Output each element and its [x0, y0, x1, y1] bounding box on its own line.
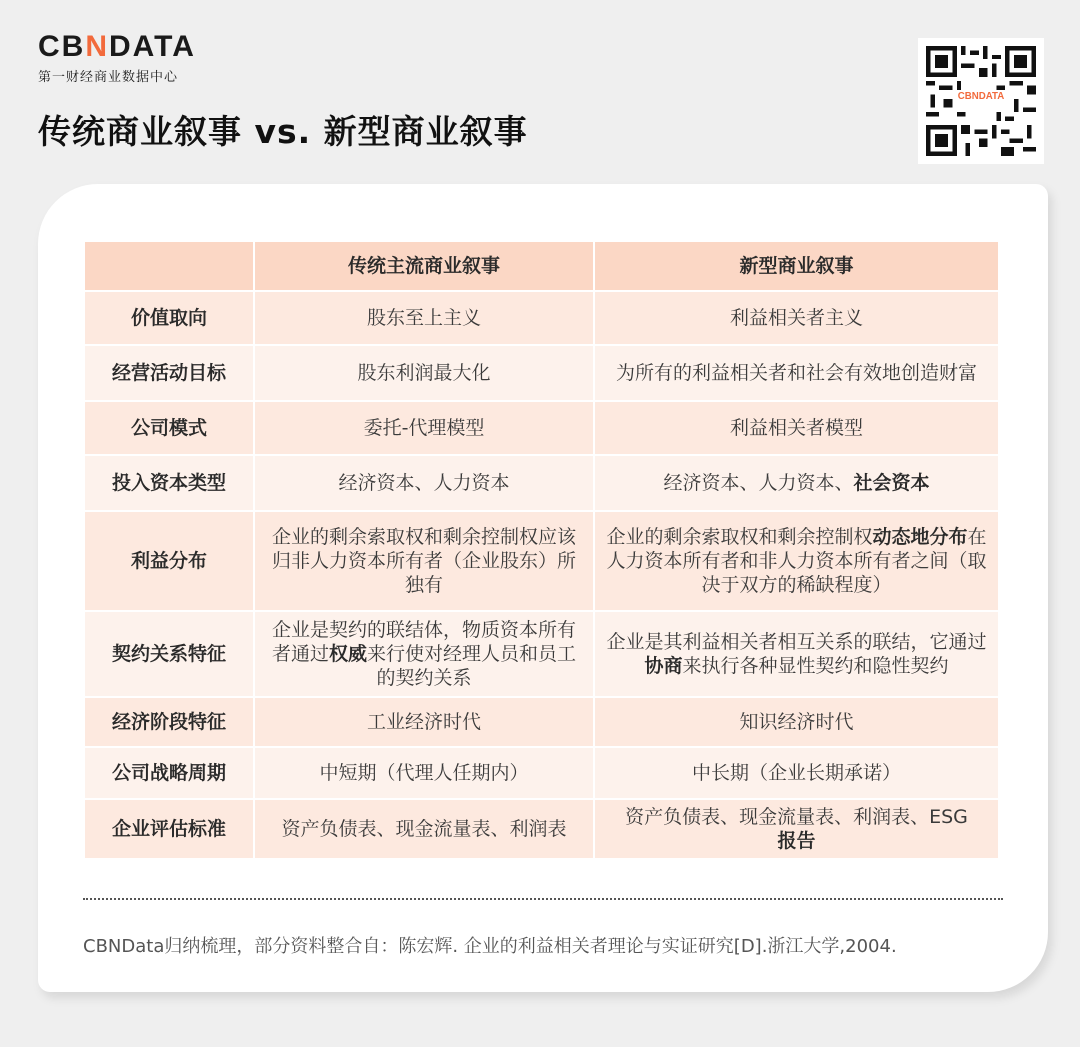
cell-text: 委托-代理模型 — [363, 417, 485, 439]
row-label: 经营活动目标 — [84, 345, 254, 401]
emphasis-text: 权威 — [328, 643, 367, 665]
dotted-divider — [83, 898, 1003, 900]
new-cell — [594, 799, 999, 859]
header-cell-new: 新型商业叙事 — [594, 241, 999, 291]
source-note: CBNData归纳梳理，部分资料整合自：陈宏辉. 企业的利益相关者理论与实证研究[D].浙江大学,2004. — [83, 936, 897, 957]
row-label: 利益分布 — [84, 511, 254, 611]
new-cell — [594, 455, 999, 511]
traditional-cell — [254, 455, 594, 511]
emphasis-text: 社会资本 — [853, 472, 930, 494]
table-row — [84, 455, 999, 511]
cell-text: 资产负债表、现金流量表、利润表 — [281, 818, 567, 840]
traditional-cell — [254, 401, 594, 455]
cell-text: 利益相关者主义 — [729, 307, 863, 329]
row-label: 价值取向 — [84, 291, 254, 345]
table-row — [84, 697, 999, 747]
cell-text: 股东至上主义 — [366, 307, 481, 329]
emphasis-text: 动态地分布 — [872, 526, 968, 548]
new-cell — [594, 747, 999, 799]
cell-text: 在人力资本所有者和非人力资本所有者之间（取决于双方的稀缺程度） — [606, 526, 987, 596]
comparison-card — [38, 184, 1048, 992]
cell-text: 中短期（代理人任期内） — [319, 762, 529, 784]
cell-text: 为所有的利益相关者和社会有效地创造财富 — [615, 362, 977, 384]
cell-text: 经济资本、人力资本 — [338, 472, 510, 494]
brand-logo — [38, 30, 196, 85]
new-cell — [594, 401, 999, 455]
qr-code-icon — [918, 38, 1044, 164]
traditional-cell — [254, 747, 594, 799]
traditional-cell — [254, 697, 594, 747]
new-cell — [594, 611, 999, 697]
cell-text: 来行使对经理人员和员工的契约关系 — [367, 643, 577, 689]
cell-text: 中长期（企业长期承诺） — [691, 762, 901, 784]
cell-text: 知识经济时代 — [739, 711, 854, 733]
cell-text: 企业的剩余索取权和剩余控制权应该归非人力资本所有者（企业股东）所独有 — [271, 526, 576, 596]
logo-subtitle: 第一财经商业数据中心 — [38, 70, 179, 85]
header-cell-blank — [84, 241, 254, 291]
row-label: 公司模式 — [84, 401, 254, 455]
new-cell — [594, 511, 999, 611]
logo-part-pre: CB — [38, 30, 86, 63]
table-row — [84, 799, 999, 859]
logo-part-post: DATA — [109, 30, 196, 63]
new-cell — [594, 697, 999, 747]
traditional-cell — [254, 291, 594, 345]
table-row — [84, 511, 999, 611]
qr-center-text: CBNDATA — [957, 90, 1005, 102]
table-row — [84, 401, 999, 455]
row-label: 公司战略周期 — [84, 747, 254, 799]
emphasis-text: 报告 — [777, 830, 816, 852]
table-row — [84, 747, 999, 799]
row-label: 契约关系特征 — [84, 611, 254, 697]
cell-text: 利益相关者模型 — [729, 417, 863, 439]
cell-text: 企业是其利益相关者相互关系的联结，它通过 — [606, 631, 987, 653]
cell-text: 经济资本、人力资本、 — [663, 472, 854, 494]
table-header-row — [84, 241, 999, 291]
row-label: 经济阶段特征 — [84, 697, 254, 747]
table-row — [84, 291, 999, 345]
qr-code-graphic — [926, 46, 1036, 156]
table-row — [84, 611, 999, 697]
cell-text: 企业的剩余索取权和剩余控制权 — [606, 526, 873, 548]
logo-part-accent: N — [85, 30, 110, 63]
row-label: 企业评估标准 — [84, 799, 254, 859]
comparison-table — [83, 240, 1000, 860]
new-cell — [594, 291, 999, 345]
emphasis-text: 协商 — [644, 655, 683, 677]
header-cell-traditional: 传统主流商业叙事 — [254, 241, 594, 291]
cell-text: 企业是契约的联结体，物质资本所有者通过 — [271, 619, 576, 665]
cell-text: 来执行各种显性契约和隐性契约 — [682, 655, 949, 677]
page-title: 传统商业叙事 vs. 新型商业叙事 — [38, 112, 528, 151]
cell-text: 工业经济时代 — [366, 711, 481, 733]
row-label: 投入资本类型 — [84, 455, 254, 511]
traditional-cell — [254, 611, 594, 697]
table-row — [84, 345, 999, 401]
traditional-cell — [254, 799, 594, 859]
new-cell — [594, 345, 999, 401]
cell-text: 股东利润最大化 — [357, 362, 491, 384]
traditional-cell — [254, 511, 594, 611]
cell-text: 资产负债表、现金流量表、利润表、ESG — [625, 806, 968, 828]
traditional-cell — [254, 345, 594, 401]
logo-wordmark — [38, 30, 196, 64]
